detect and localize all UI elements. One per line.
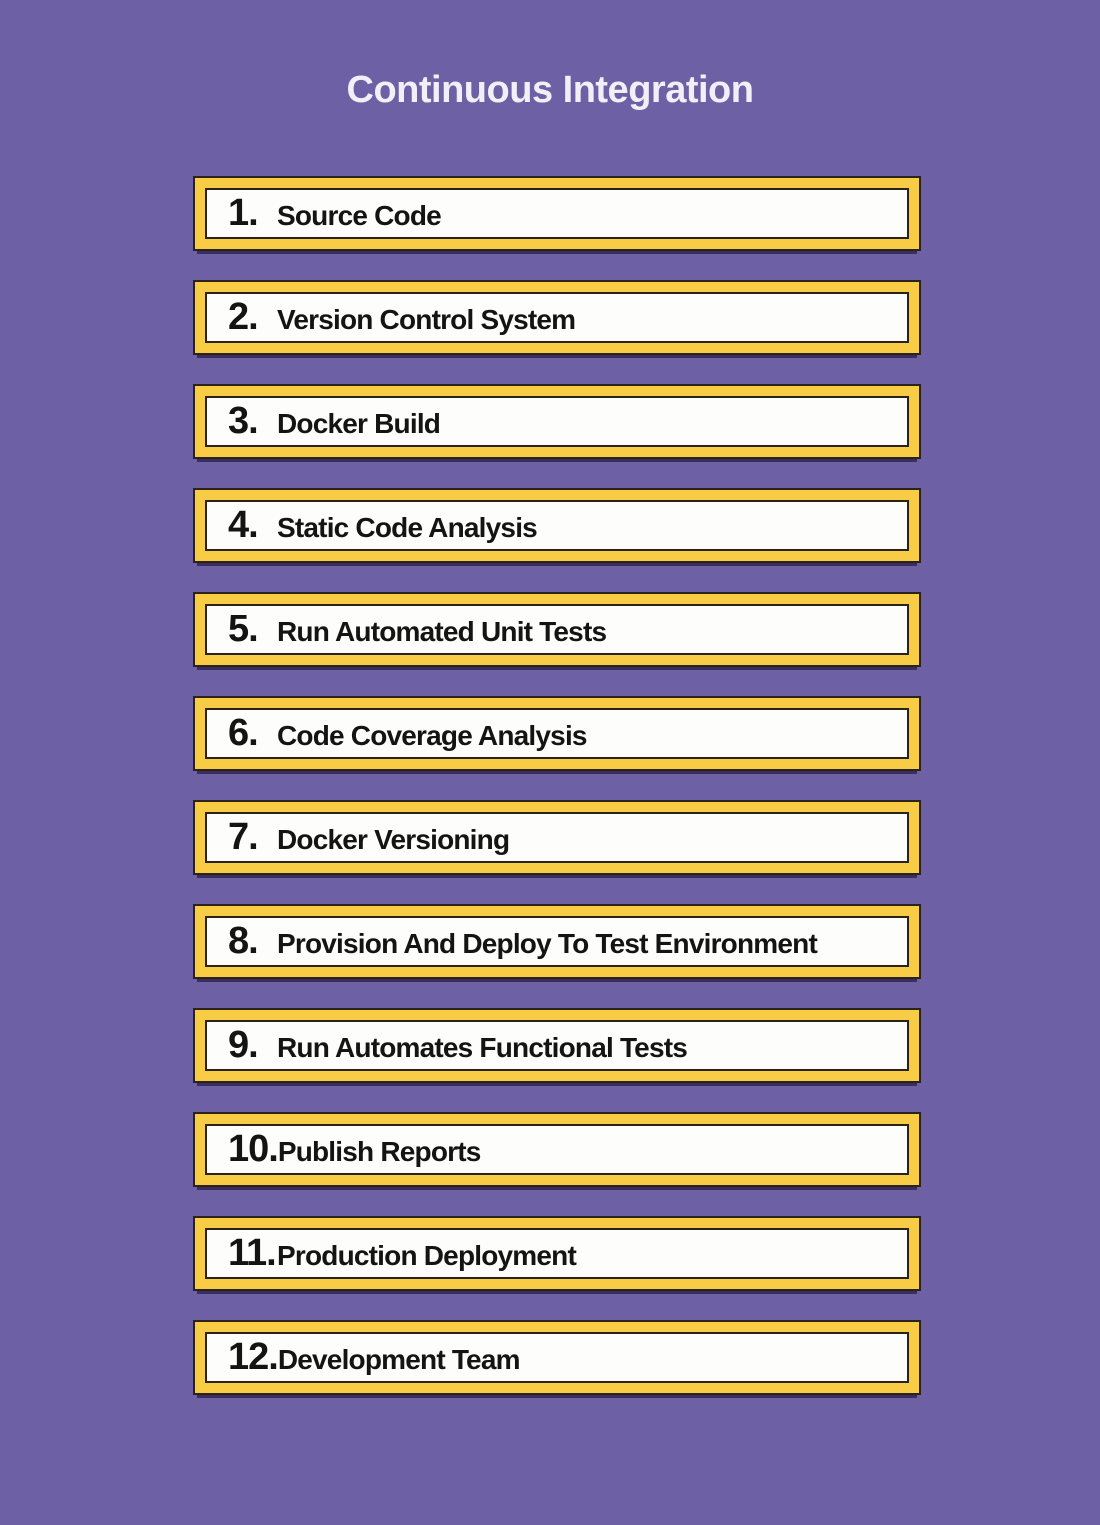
step-label: Provision And Deploy To Test Environment	[277, 928, 817, 959]
page-title: Continuous Integration	[346, 69, 754, 111]
step-card-8	[193, 904, 921, 979]
step-card-inner	[205, 604, 909, 655]
step-card-4	[193, 488, 921, 563]
step-card-inner	[205, 292, 909, 343]
step-number: 4.	[228, 504, 258, 546]
step-card-inner	[205, 812, 909, 863]
step-card-inner	[205, 708, 909, 759]
step-number: 3.	[228, 400, 258, 442]
step-card-inner	[205, 1332, 909, 1383]
step-label: Run Automates Functional Tests	[277, 1032, 688, 1063]
step-card-inner	[205, 500, 909, 551]
steps-list	[193, 176, 921, 1424]
step-card-1	[193, 176, 921, 251]
step-number: 11.	[228, 1232, 276, 1274]
step-card-7	[193, 800, 921, 875]
step-card-11	[193, 1216, 921, 1291]
step-label: Code Coverage Analysis	[277, 720, 587, 751]
step-label: Docker Build	[277, 408, 441, 439]
step-number: 6.	[228, 712, 258, 754]
step-card-inner	[205, 1228, 909, 1279]
step-number: 1.	[228, 192, 258, 234]
step-number: 5.	[228, 608, 258, 650]
step-card-10	[193, 1112, 921, 1187]
step-number: 12.	[228, 1336, 278, 1378]
step-number: 2.	[228, 296, 258, 338]
step-label: Run Automated Unit Tests	[277, 616, 607, 647]
step-card-12	[193, 1320, 921, 1395]
step-number: 7.	[228, 816, 258, 858]
step-card-inner	[205, 188, 909, 239]
step-number: 8.	[228, 920, 258, 962]
step-card-3	[193, 384, 921, 459]
step-label: Source Code	[277, 200, 441, 231]
step-card-5	[193, 592, 921, 667]
step-label: Static Code Analysis	[277, 512, 537, 543]
step-label: Publish Reports	[277, 1136, 481, 1167]
step-label: Version Control System	[277, 304, 576, 335]
step-card-2	[193, 280, 921, 355]
step-card-9	[193, 1008, 921, 1083]
step-number: 9.	[228, 1024, 258, 1066]
step-label: Development Team	[277, 1344, 520, 1375]
step-card-inner	[205, 1124, 909, 1175]
step-card-inner	[205, 396, 909, 447]
step-label: Docker Versioning	[277, 824, 510, 855]
step-card-inner	[205, 1020, 909, 1071]
step-number: 10.	[228, 1128, 278, 1170]
step-card-6	[193, 696, 921, 771]
step-card-inner	[205, 916, 909, 967]
step-label: Production Deployment	[277, 1240, 576, 1271]
